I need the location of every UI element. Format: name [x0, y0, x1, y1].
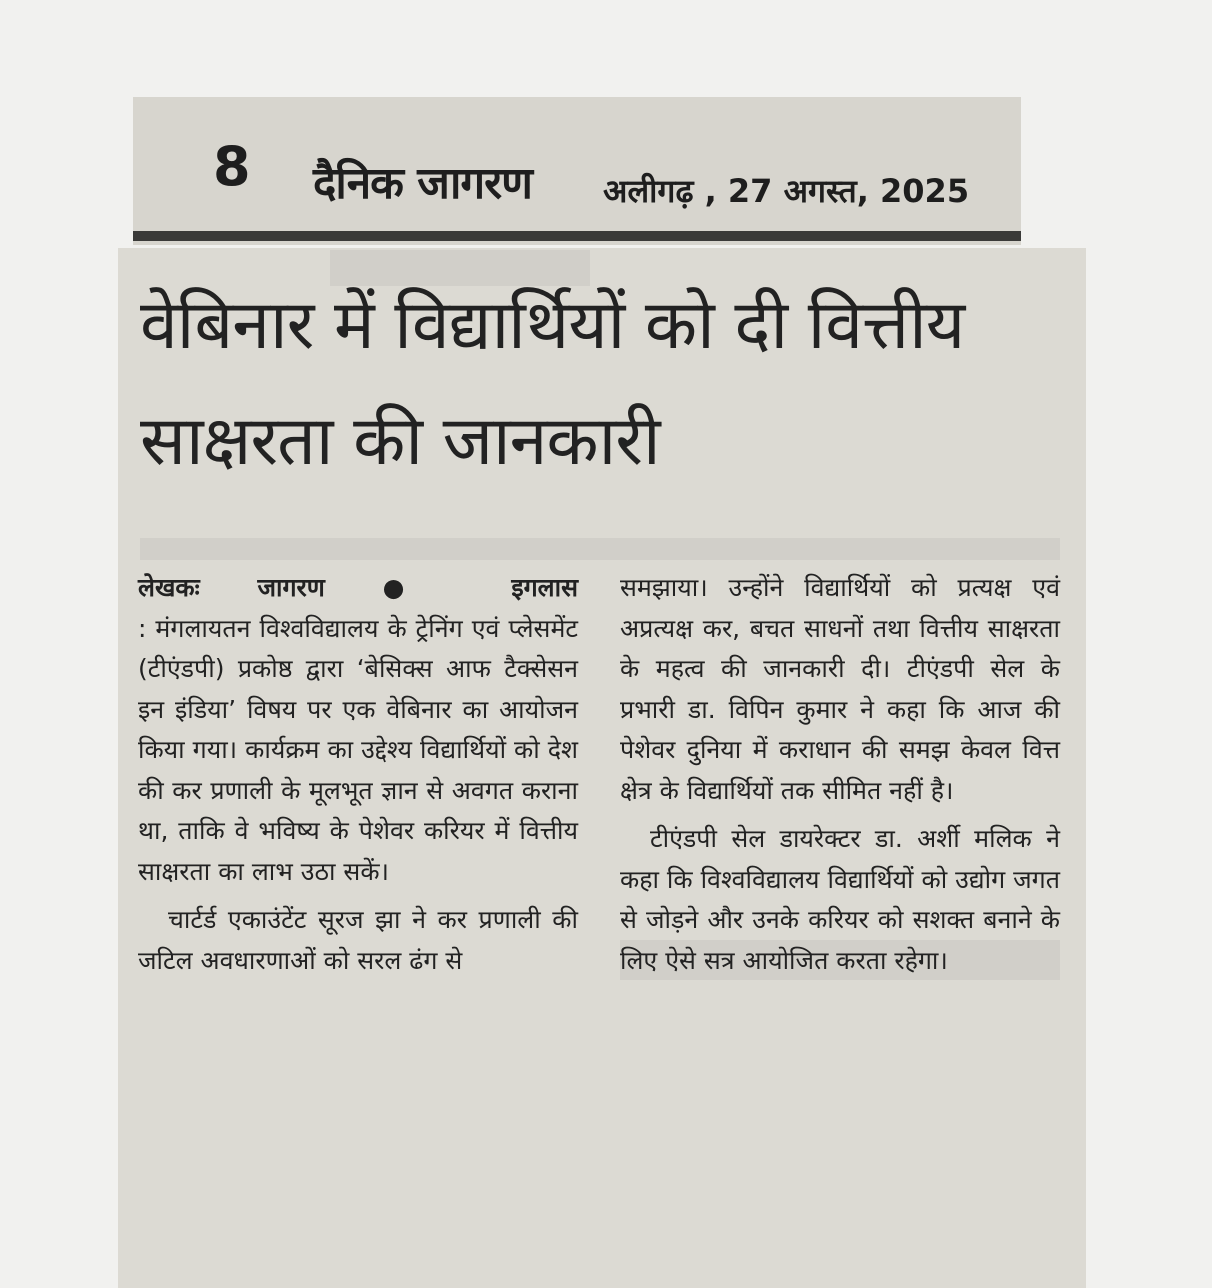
edition-date: अलीगढ़ , 27 अगस्त, 2025: [603, 172, 970, 210]
masthead: [133, 97, 1021, 245]
article-headline: वेबिनार में विद्यार्थियों को दी वित्तीय साक्षरता की जानकारी: [140, 286, 965, 481]
page-number: 8: [213, 135, 251, 198]
article-paragraph: समझाया। उन्होंने विद्यार्थियों को प्रत्यक्ष एवं अप्रत्यक्ष कर, बचत साधनों तथा वित्तीय साक्षरता के महत्व की जानकारी दी। टीएंडपी सेल के प्रभारी डा. विपिन कुमार ने कहा कि आज की पेशेवर दुनिया में कराधान की समझ केवल वित्त क्षेत्र के विद्यार्थियों तक सीमित नहीं है।: [620, 573, 1060, 805]
newspaper-name: दैनिक जागरण: [313, 158, 532, 209]
article-column-right: [620, 568, 1060, 981]
byline: लेखकः जागरण ● इगलास: [138, 573, 578, 602]
article-paragraph: टीएंडपी सेल डायरेक्टर डा. अर्शी मलिक ने कहा कि विश्वविद्यालय विद्यार्थियों को उद्योग जगत से जोड़ने और उनके करियर को सशक्त बनाने के लिए ऐसे सत्र आयोजित करता रहेगा।: [620, 824, 1060, 975]
article-column-left: [138, 568, 578, 981]
article-paragraph: : मंगलायतन विश्वविद्यालय के ट्रेनिंग एवं प्लेसमेंट (टीएंडपी) प्रकोष्ठ द्वारा ‘बेसिक्स आफ टैक्सेसन इन इंडिया’ विषय पर एक वेबिनार का आयोजन किया गया। कार्यक्रम का उद्देश्य विद्यार्थियों को देश की कर प्रणाली के मूलभूत ज्ञान से अवगत कराना था, ताकि वे भविष्य के पेशेवर करियर में वित्तीय साक्षरता का लाभ उठा सकें।: [138, 613, 578, 886]
masthead-rule: [133, 231, 1021, 241]
bleed-through: [140, 538, 1060, 560]
article-paragraph: चार्टर्ड एकाउंटेंट सूरज झा ने कर प्रणाली की जटिल अवधारणाओं को सरल ढंग से: [138, 905, 578, 975]
